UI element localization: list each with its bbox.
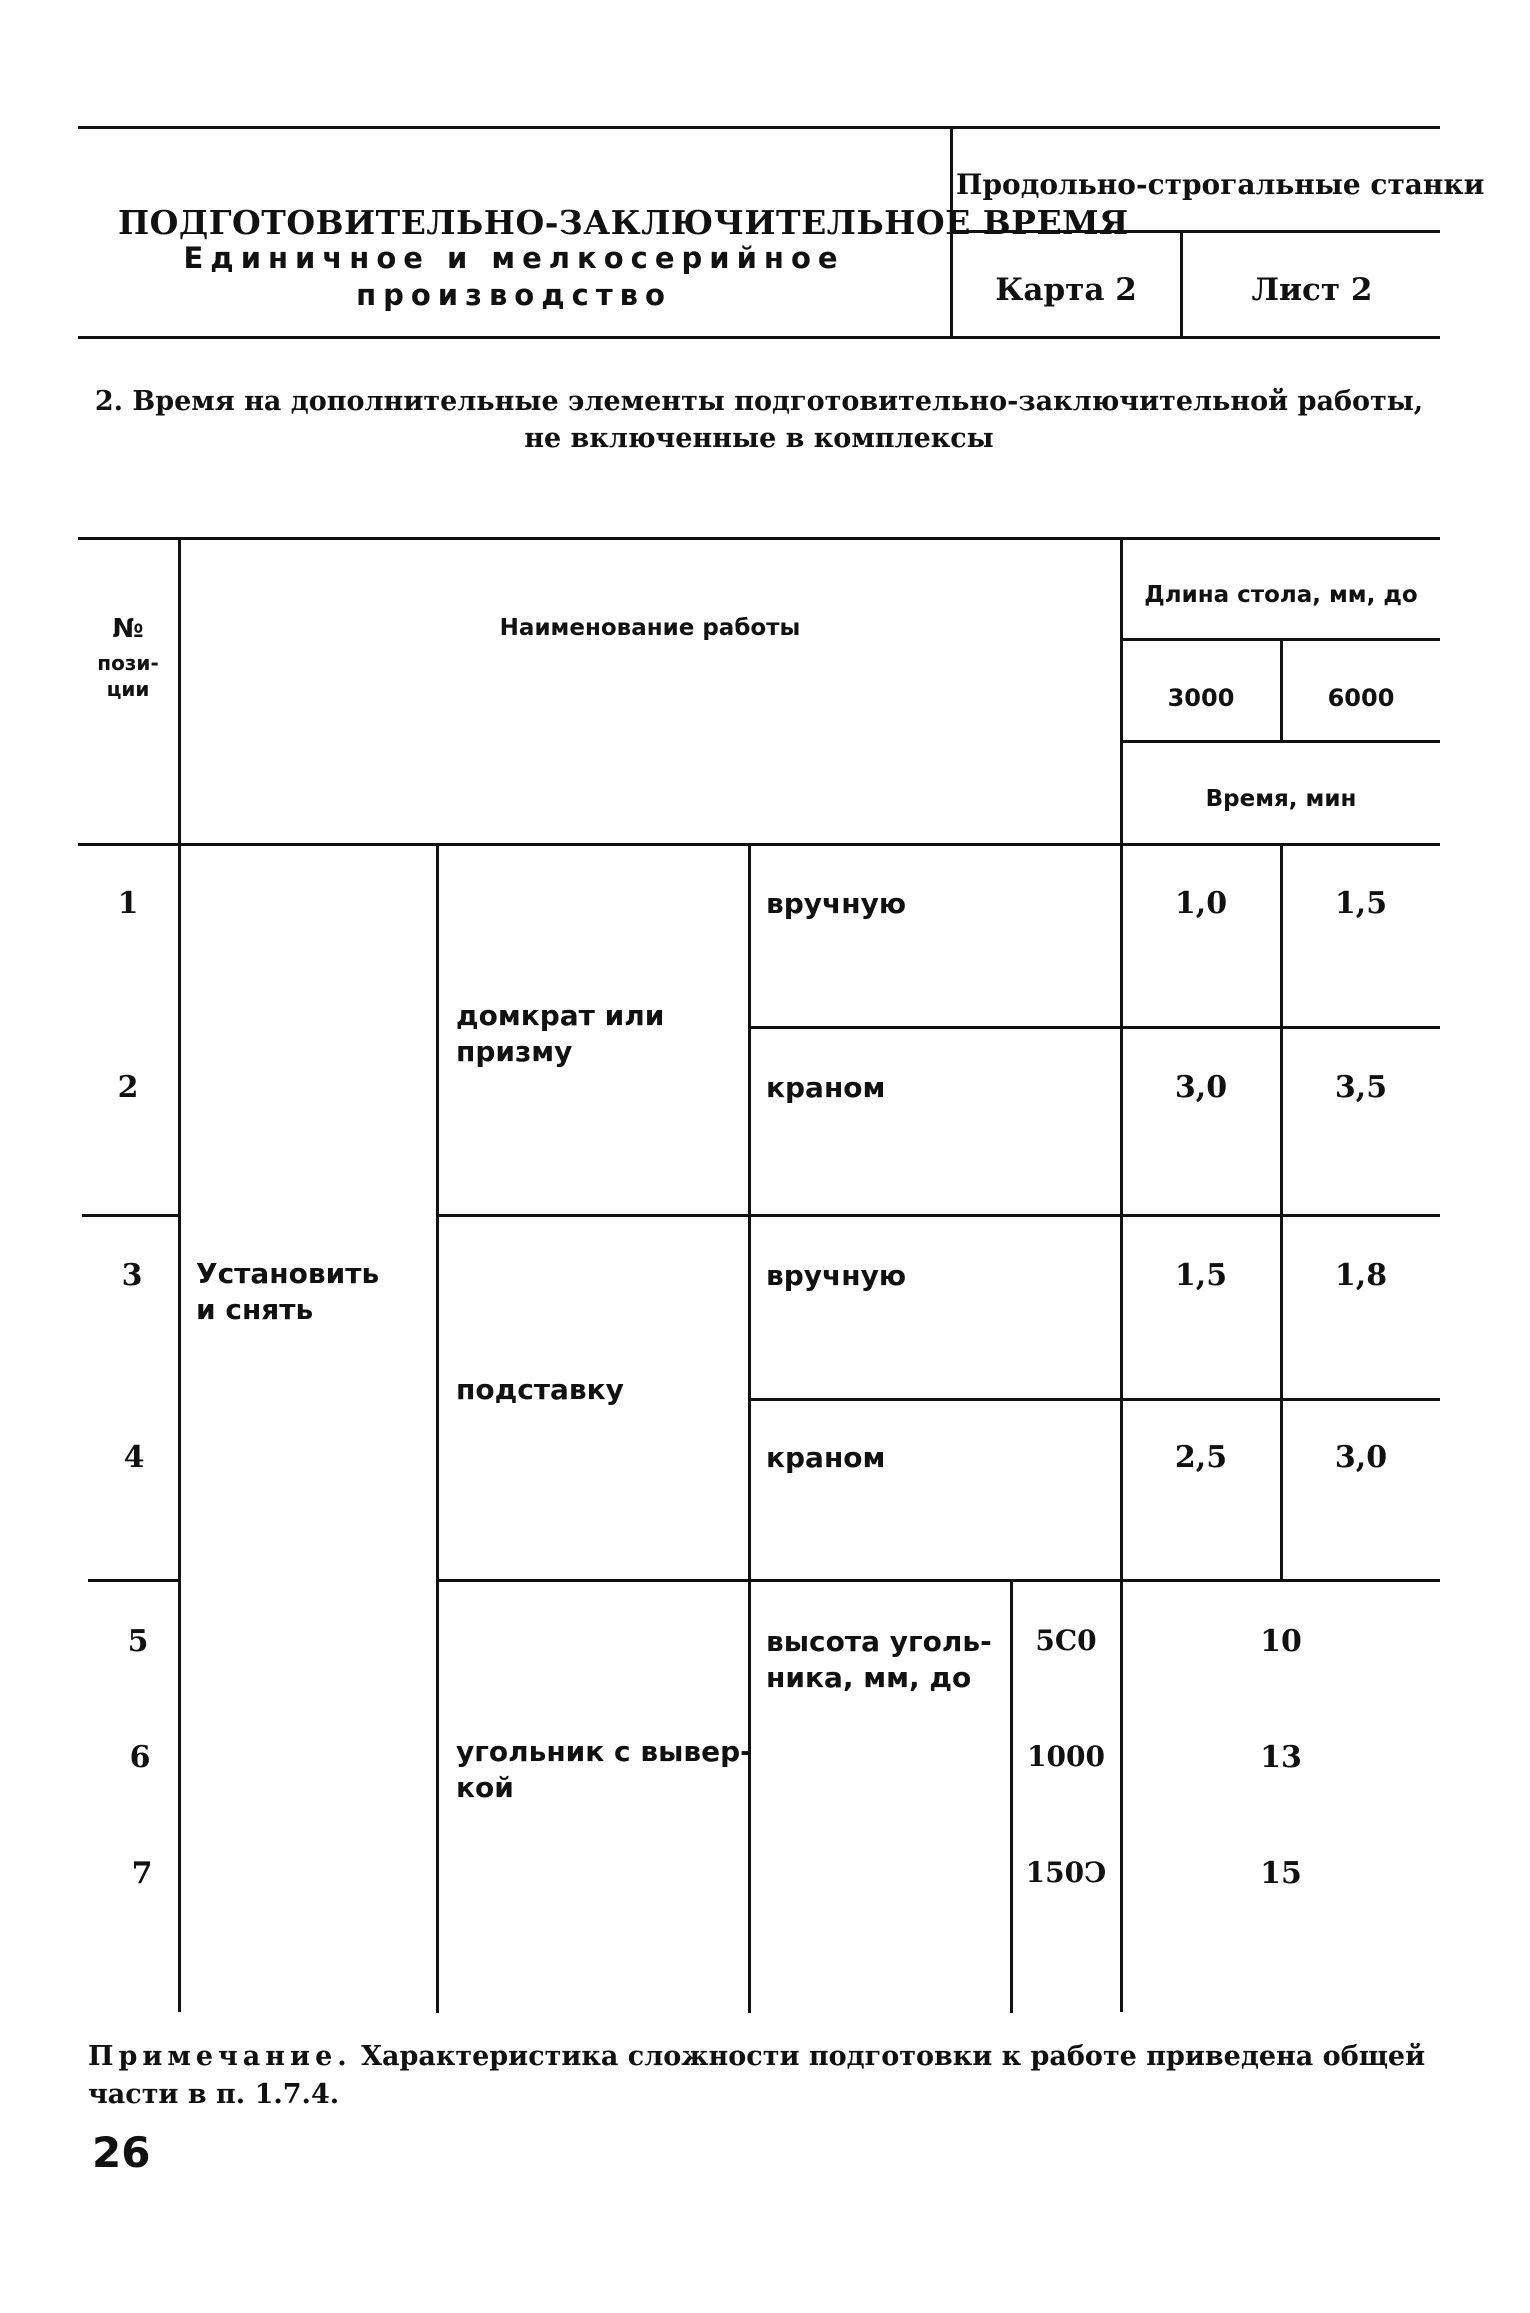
table-head-rule: [78, 843, 1440, 846]
time-5: 10: [1260, 1624, 1302, 1659]
header-card-divider: [1180, 230, 1183, 339]
height-6: 1000: [1027, 1740, 1105, 1773]
pos-1: 1: [117, 886, 139, 921]
square-height-label: высота уголь- ника, мм, до: [766, 1625, 992, 1694]
method-1: вручную: [766, 887, 907, 920]
col-method-divider: [748, 843, 751, 2013]
col-6000-header: 6000: [1327, 684, 1395, 712]
section-title-line1: 2. Время на дополнительные элементы подготовительно-заключительной работы,: [94, 386, 1424, 417]
value-4-6000: 3,0: [1334, 1440, 1388, 1475]
col-3000-header: 3000: [1167, 684, 1235, 712]
machine-type: Продольно-строгальные станки: [956, 168, 1485, 201]
group-1-2-rule-right: [436, 1214, 1440, 1217]
value-1-3000: 1,0: [1174, 886, 1228, 921]
time-7: 15: [1260, 1856, 1302, 1891]
page-title: ПОДГОТОВИТЕЛЬНО-ЗАКЛЮЧИТЕЛЬНОЕ ВРЕМЯ: [118, 203, 1129, 242]
col-length-header: Длина стола, мм, до: [1144, 582, 1418, 608]
time-6: 13: [1260, 1740, 1302, 1775]
page-subtitle-2: производство: [356, 278, 672, 312]
height-7: 150Ͻ: [1025, 1856, 1107, 1889]
pos-3: 3: [121, 1258, 143, 1293]
row-1-2-rule: [748, 1026, 1440, 1029]
value-4-3000: 2,5: [1174, 1440, 1228, 1475]
page-number: 26: [92, 2128, 151, 2177]
page-subtitle-1: Единичное и мелкосерийное: [183, 241, 845, 275]
footnote-label: Примечание.: [88, 2041, 352, 2072]
table-top-rule: [78, 537, 1440, 540]
value-1-6000: 1,5: [1334, 886, 1388, 921]
value-2-3000: 3,0: [1174, 1070, 1228, 1105]
pos-symbol: №: [112, 614, 144, 644]
object-jack-prism: домкрат или призму: [456, 999, 665, 1068]
row-3-4-rule: [748, 1398, 1440, 1401]
card-number: Карта 2: [995, 272, 1137, 308]
sheet-number: Лист 2: [1251, 272, 1373, 308]
value-3-3000: 1,5: [1174, 1258, 1228, 1293]
value-2-6000: 3,5: [1334, 1070, 1388, 1105]
group-2-3-rule-right: [436, 1579, 1440, 1582]
method-3: вручную: [766, 1259, 907, 1292]
group-1-2-rule: [82, 1214, 180, 1217]
pos-2: 2: [117, 1070, 139, 1105]
footnote-text: Характеристика сложности подготовки к работе приведена общей части в п. 1.7.4.: [88, 2041, 1426, 2110]
pos-5: 5: [127, 1624, 149, 1659]
method-2: краном: [766, 1071, 886, 1104]
col-name-header: Наименование работы: [499, 615, 801, 641]
group-2-3-rule: [88, 1579, 180, 1582]
col-object-divider: [436, 843, 439, 2013]
pos-6: 6: [129, 1740, 151, 1775]
method-4: краном: [766, 1441, 886, 1474]
pos-4: 4: [123, 1440, 145, 1475]
value-3-6000: 1,8: [1334, 1258, 1388, 1293]
object-square: угольник с вывер- кой: [456, 1735, 752, 1804]
section-title-line2: не включенные в комплексы: [524, 423, 994, 454]
height-5: 5С0: [1035, 1624, 1097, 1657]
action-label: Установить и снять: [196, 1257, 380, 1326]
pos-7: 7: [131, 1856, 153, 1891]
object-stand: подставку: [456, 1373, 624, 1406]
time-rule: [1120, 740, 1440, 743]
footnote: [88, 2038, 1440, 2114]
pos-label: пози- ции: [97, 651, 159, 701]
col-time-header: Время, мин: [1205, 786, 1357, 812]
